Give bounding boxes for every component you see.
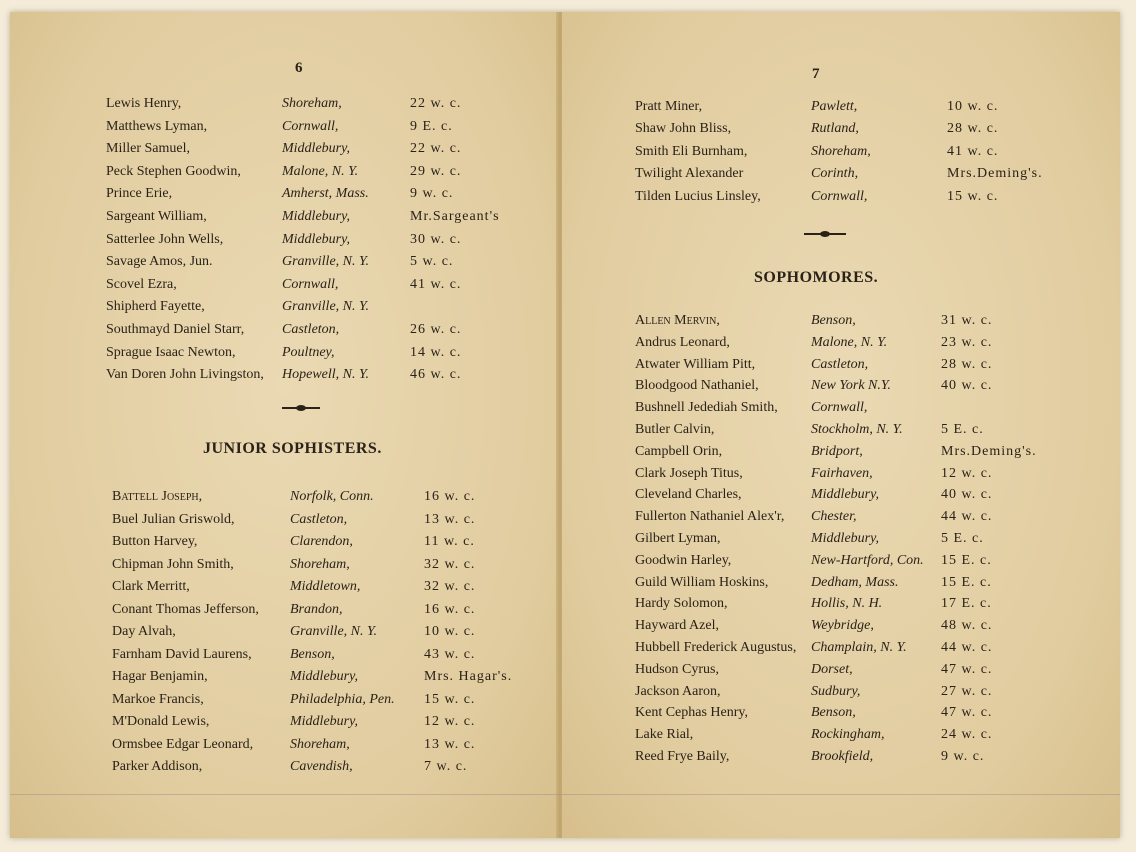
book-spread (10, 12, 1120, 838)
student-name: Hagar Benjamin, (112, 669, 208, 684)
student-name: Kent Cephas Henry, (635, 705, 749, 721)
student-room: 41 w. c. (947, 143, 999, 159)
student-town: Castleton, (811, 356, 869, 372)
student-name: Hayward Azel, (635, 618, 719, 634)
student-name: Van Doren John Livingston, (106, 367, 264, 383)
student-room: 15 E. c. (941, 552, 992, 568)
student-name: Atwater William Pitt, (635, 356, 756, 372)
student-room: 22 w. c. (410, 141, 462, 157)
student-name: Clark Merritt, (112, 579, 190, 594)
student-name: Hudson Cyrus, (635, 661, 720, 677)
student-room: 29 w. c. (410, 163, 462, 179)
student-town: Benson, (811, 705, 856, 721)
student-name: Sprague Isaac Newton, (106, 344, 236, 360)
student-room: 48 w. c. (941, 618, 993, 634)
student-room: 15 w. c. (947, 188, 999, 204)
student-town: Middlebury, (290, 669, 359, 684)
student-name: Matthews Lyman, (106, 118, 208, 134)
student-room: 13 w. c. (424, 736, 476, 752)
student-town: Cornwall, (811, 400, 868, 416)
section-title-junior-sophisters: JUNIOR SOPHISTERS. (203, 440, 382, 457)
student-room: 17 E. c. (941, 596, 992, 612)
student-room: 32 w. c. (424, 579, 476, 594)
student-room: 30 w. c. (410, 231, 462, 247)
student-room: 24 w. c. (941, 727, 993, 743)
student-town: Dorset, (811, 661, 853, 677)
student-name: Butler Calvin, (635, 422, 715, 437)
student-name: Shipherd Fayette, (106, 299, 205, 315)
student-room: 44 w. c. (941, 640, 993, 655)
student-room: 9 E. c. (410, 118, 453, 134)
student-name: Prince Erie, (106, 186, 173, 202)
student-town: Benson, (811, 313, 856, 328)
student-name: Peck Stephen Goodwin, (106, 163, 241, 179)
student-town: Granville, N. Y. (282, 299, 369, 315)
student-town: Middlebury, (811, 531, 880, 546)
student-town: Pawlett, (811, 99, 858, 114)
student-name: Day Alvah, (112, 624, 176, 639)
student-room: 5 E. c. (941, 531, 984, 546)
student-town: Benson, (290, 646, 335, 662)
student-name: Hubbell Frederick Augustus, (635, 640, 797, 655)
student-room: 15 E. c. (941, 574, 992, 590)
student-room: Mrs.Deming's. (941, 443, 1037, 459)
student-name: Bloodgood Nathaniel, (635, 378, 759, 394)
student-town: Middlebury, (282, 231, 351, 247)
student-town: Shoreham, (282, 96, 342, 111)
student-room: 44 w. c. (941, 509, 993, 525)
student-town: Clarendon, (290, 534, 353, 549)
student-town: Weybridge, (811, 618, 874, 634)
student-room: 22 w. c. (410, 96, 462, 111)
student-town: Fairhaven, (811, 465, 873, 481)
student-room: Mrs. Hagar's. (424, 669, 513, 684)
student-town: Middlebury, (282, 141, 351, 157)
student-name: Pratt Miner, (635, 99, 703, 114)
student-room: 7 w. c. (424, 759, 468, 774)
student-name: Hardy Solomon, (635, 596, 728, 612)
student-town: Middlebury, (811, 487, 880, 503)
student-room: 43 w. c. (424, 646, 476, 662)
student-town: Hopewell, N. Y. (282, 367, 369, 383)
student-town: Shoreham, (290, 556, 350, 572)
student-town: Champlain, N. Y. (811, 640, 907, 655)
student-room: 28 w. c. (947, 121, 999, 137)
student-town: Shoreham, (811, 143, 871, 159)
student-room: 9 w. c. (941, 749, 985, 764)
student-room: 10 w. c. (424, 624, 476, 639)
student-town: Brookfield, (811, 749, 874, 764)
page-number-7: 7 (812, 66, 820, 82)
student-name: Farnham David Laurens, (112, 646, 252, 662)
student-name: Clark Joseph Titus, (635, 465, 743, 481)
student-room: 28 w. c. (941, 356, 993, 372)
student-town: Bridport, (811, 443, 863, 459)
student-room: Mrs.Deming's. (947, 166, 1043, 182)
student-room: 14 w. c. (410, 344, 462, 360)
student-room: 40 w. c. (941, 487, 993, 503)
student-town: Philadelphia, Pen. (290, 691, 395, 707)
student-town: Norfolk, Conn. (290, 489, 374, 504)
student-town: Poultney, (282, 344, 335, 360)
student-name: Markoe Francis, (112, 691, 204, 707)
student-town: Castleton, (282, 322, 340, 337)
student-name: Cleveland Charles, (635, 487, 742, 503)
student-town: Rockingham, (811, 727, 885, 743)
student-name: Savage Amos, Jun. (106, 254, 213, 270)
student-name: Sargeant William, (106, 209, 207, 224)
student-town: Malone, N. Y. (811, 334, 888, 350)
student-name: Buel Julian Griswold, (112, 511, 235, 527)
student-name: Reed Frye Baily, (635, 749, 730, 764)
student-name: Fullerton Nathaniel Alex'r, (635, 509, 785, 525)
student-town: New-Hartford, Con. (811, 552, 924, 568)
student-name: Parker Addison, (112, 759, 203, 774)
student-town: Chester, (811, 509, 857, 525)
student-room: 23 w. c. (941, 334, 993, 350)
student-name: Andrus Leonard, (635, 334, 730, 350)
student-town: Dedham, Mass. (811, 574, 899, 590)
student-room: 11 w. c. (424, 534, 475, 549)
student-town: Hollis, N. H. (811, 596, 883, 612)
student-town: Cornwall, (282, 276, 339, 292)
student-room: 12 w. c. (424, 714, 476, 729)
student-name: Twilight Alexander (635, 166, 744, 182)
student-town: Rutland, (811, 121, 859, 137)
student-room: 41 w. c. (410, 276, 462, 292)
student-room: 5 E. c. (941, 422, 984, 437)
student-name: M'Donald Lewis, (112, 714, 210, 729)
page-number-6: 6 (295, 60, 303, 76)
left-page (10, 12, 558, 838)
student-town: Stockholm, N. Y. (811, 422, 903, 437)
student-name: Chipman John Smith, (112, 556, 234, 572)
student-name: Shaw John Bliss, (635, 121, 732, 137)
student-name: Scovel Ezra, (106, 276, 177, 292)
student-town: Middlebury, (282, 209, 351, 224)
section-title-sophomores: SOPHOMORES. (754, 269, 879, 286)
student-town: Cornwall, (811, 188, 868, 204)
student-room: 13 w. c. (424, 511, 476, 527)
student-name: Goodwin Harley, (635, 552, 732, 568)
student-room: 40 w. c. (941, 378, 993, 394)
student-name: Jackson Aaron, (635, 683, 721, 699)
student-town: Granville, N. Y. (290, 624, 377, 639)
student-name: Bushnell Jedediah Smith, (635, 400, 778, 416)
student-name: Satterlee John Wells, (106, 231, 224, 247)
student-name: Conant Thomas Jefferson, (112, 601, 259, 617)
student-name: Southmayd Daniel Starr, (106, 322, 245, 337)
student-name: Lewis Henry, (106, 96, 182, 111)
student-town: Castleton, (290, 511, 348, 527)
student-town: New York N.Y. (811, 378, 891, 394)
student-room: 27 w. c. (941, 683, 993, 699)
ornament-divider (282, 407, 320, 409)
student-town: Middlebury, (290, 714, 359, 729)
student-town: Middletown, (290, 579, 361, 594)
student-town: Cavendish, (290, 759, 353, 774)
student-town: Amherst, Mass. (282, 186, 369, 202)
student-room: 31 w. c. (941, 313, 993, 328)
student-room: 12 w. c. (941, 465, 993, 481)
student-name: Tilden Lucius Linsley, (635, 188, 761, 204)
student-name: Ormsbee Edgar Leonard, (112, 736, 254, 752)
student-room: 15 w. c. (424, 691, 476, 707)
student-name: Lake Rial, (635, 727, 694, 743)
student-name: Campbell Orin, (635, 443, 723, 459)
student-town: Granville, N. Y. (282, 254, 369, 270)
student-room: 47 w. c. (941, 661, 993, 677)
student-room: 32 w. c. (424, 556, 476, 572)
student-name: Allen Mervin, (635, 313, 720, 328)
student-room: 46 w. c. (410, 367, 462, 383)
student-room: 47 w. c. (941, 705, 993, 721)
student-room: 26 w. c. (410, 322, 462, 337)
student-name: Gilbert Lyman, (635, 531, 721, 546)
student-room: 10 w. c. (947, 99, 999, 114)
student-room: 16 w. c. (424, 489, 476, 504)
student-town: Malone, N. Y. (282, 163, 359, 179)
paper-crease (10, 794, 1120, 795)
student-name: Guild William Hoskins, (635, 574, 769, 590)
student-town: Shoreham, (290, 736, 350, 752)
student-name: Button Harvey, (112, 534, 198, 549)
student-name: Battell Joseph, (112, 489, 203, 504)
student-name: Smith Eli Burnham, (635, 143, 748, 159)
ornament-divider (804, 233, 846, 235)
student-town: Corinth, (811, 166, 859, 182)
right-page (562, 12, 1120, 838)
student-town: Cornwall, (282, 118, 339, 134)
student-room: Mr.Sargeant's (410, 209, 500, 224)
student-town: Brandon, (290, 601, 343, 617)
student-room: 16 w. c. (424, 601, 476, 617)
student-town: Sudbury, (811, 683, 861, 699)
student-name: Miller Samuel, (106, 141, 190, 157)
student-room: 9 w. c. (410, 186, 454, 202)
student-room: 5 w. c. (410, 254, 454, 270)
